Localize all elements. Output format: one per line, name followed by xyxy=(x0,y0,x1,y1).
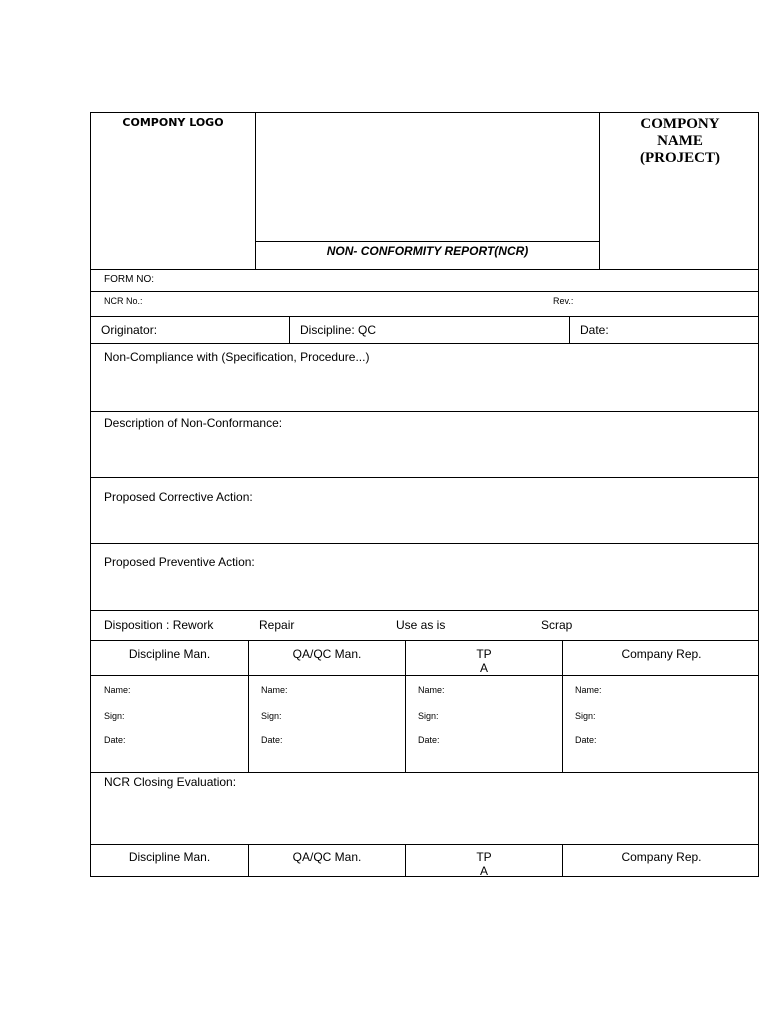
report-title: NON- CONFORMITY REPORT(NCR) xyxy=(326,244,529,258)
company-name xyxy=(600,116,760,167)
divider xyxy=(91,411,758,412)
disposition-repair: Repair xyxy=(259,618,295,632)
disposition-scrap: Scrap xyxy=(541,618,573,632)
sign-label: Sign: xyxy=(104,711,125,721)
preventive-action-label: Proposed Preventive Action: xyxy=(104,555,255,569)
qaqc-man-header: QA/QC Man. xyxy=(292,850,362,864)
divider xyxy=(91,343,758,344)
company-rep-header: Company Rep. xyxy=(621,850,702,864)
divider xyxy=(289,316,290,343)
non-compliance-label: Non-Compliance with (Specification, Procedure...) xyxy=(104,350,370,364)
discipline-man-header: Discipline Man. xyxy=(128,647,211,661)
sign-label: Sign: xyxy=(261,711,282,721)
discipline-label: Discipline: QC xyxy=(300,323,377,337)
tpa-header-line: A xyxy=(479,661,488,675)
divider xyxy=(256,241,599,242)
date-label: Date: xyxy=(261,735,283,745)
company-name-line: COMPONY xyxy=(640,116,720,132)
tpa-header xyxy=(406,850,562,878)
company-name-line: NAME xyxy=(657,133,703,149)
tpa-header xyxy=(406,647,562,675)
company-name-line: (PROJECT) xyxy=(640,150,720,166)
divider xyxy=(569,316,570,343)
date-label: Date: xyxy=(575,735,597,745)
divider xyxy=(91,675,758,676)
sign-label: Sign: xyxy=(418,711,439,721)
discipline-man-header: Discipline Man. xyxy=(128,850,211,864)
name-label: Name: xyxy=(575,685,602,695)
rev-label: Rev.: xyxy=(553,296,574,306)
divider xyxy=(91,269,758,270)
company-logo-placeholder: COMPONY LOGO xyxy=(122,116,224,129)
divider xyxy=(91,610,758,611)
date-label: Date: xyxy=(580,323,609,337)
tpa-header-line: A xyxy=(479,864,488,878)
description-label: Description of Non-Conformance: xyxy=(104,416,283,430)
date-label: Date: xyxy=(418,735,440,745)
qaqc-man-header: QA/QC Man. xyxy=(292,647,362,661)
ncr-no-label: NCR No.: xyxy=(104,296,143,306)
name-label: Name: xyxy=(104,685,131,695)
corrective-action-label: Proposed Corrective Action: xyxy=(104,490,253,504)
closing-evaluation-label: NCR Closing Evaluation: xyxy=(104,775,237,789)
name-label: Name: xyxy=(261,685,288,695)
divider xyxy=(91,640,758,641)
tpa-header-line: TP xyxy=(476,647,492,661)
disposition-use-as-is: Use as is xyxy=(396,618,446,632)
form-no-label: FORM NO: xyxy=(104,274,154,285)
sign-label: Sign: xyxy=(575,711,596,721)
disposition-label: Disposition : Rework xyxy=(104,618,214,632)
originator-label: Originator: xyxy=(101,323,158,337)
tpa-header-line: TP xyxy=(476,850,492,864)
divider xyxy=(91,543,758,544)
company-rep-header: Company Rep. xyxy=(621,647,702,661)
divider xyxy=(91,477,758,478)
ncr-form xyxy=(90,112,759,877)
divider xyxy=(91,316,758,317)
divider xyxy=(91,844,758,845)
divider xyxy=(91,772,758,773)
name-label: Name: xyxy=(418,685,445,695)
divider xyxy=(91,291,758,292)
date-label: Date: xyxy=(104,735,126,745)
